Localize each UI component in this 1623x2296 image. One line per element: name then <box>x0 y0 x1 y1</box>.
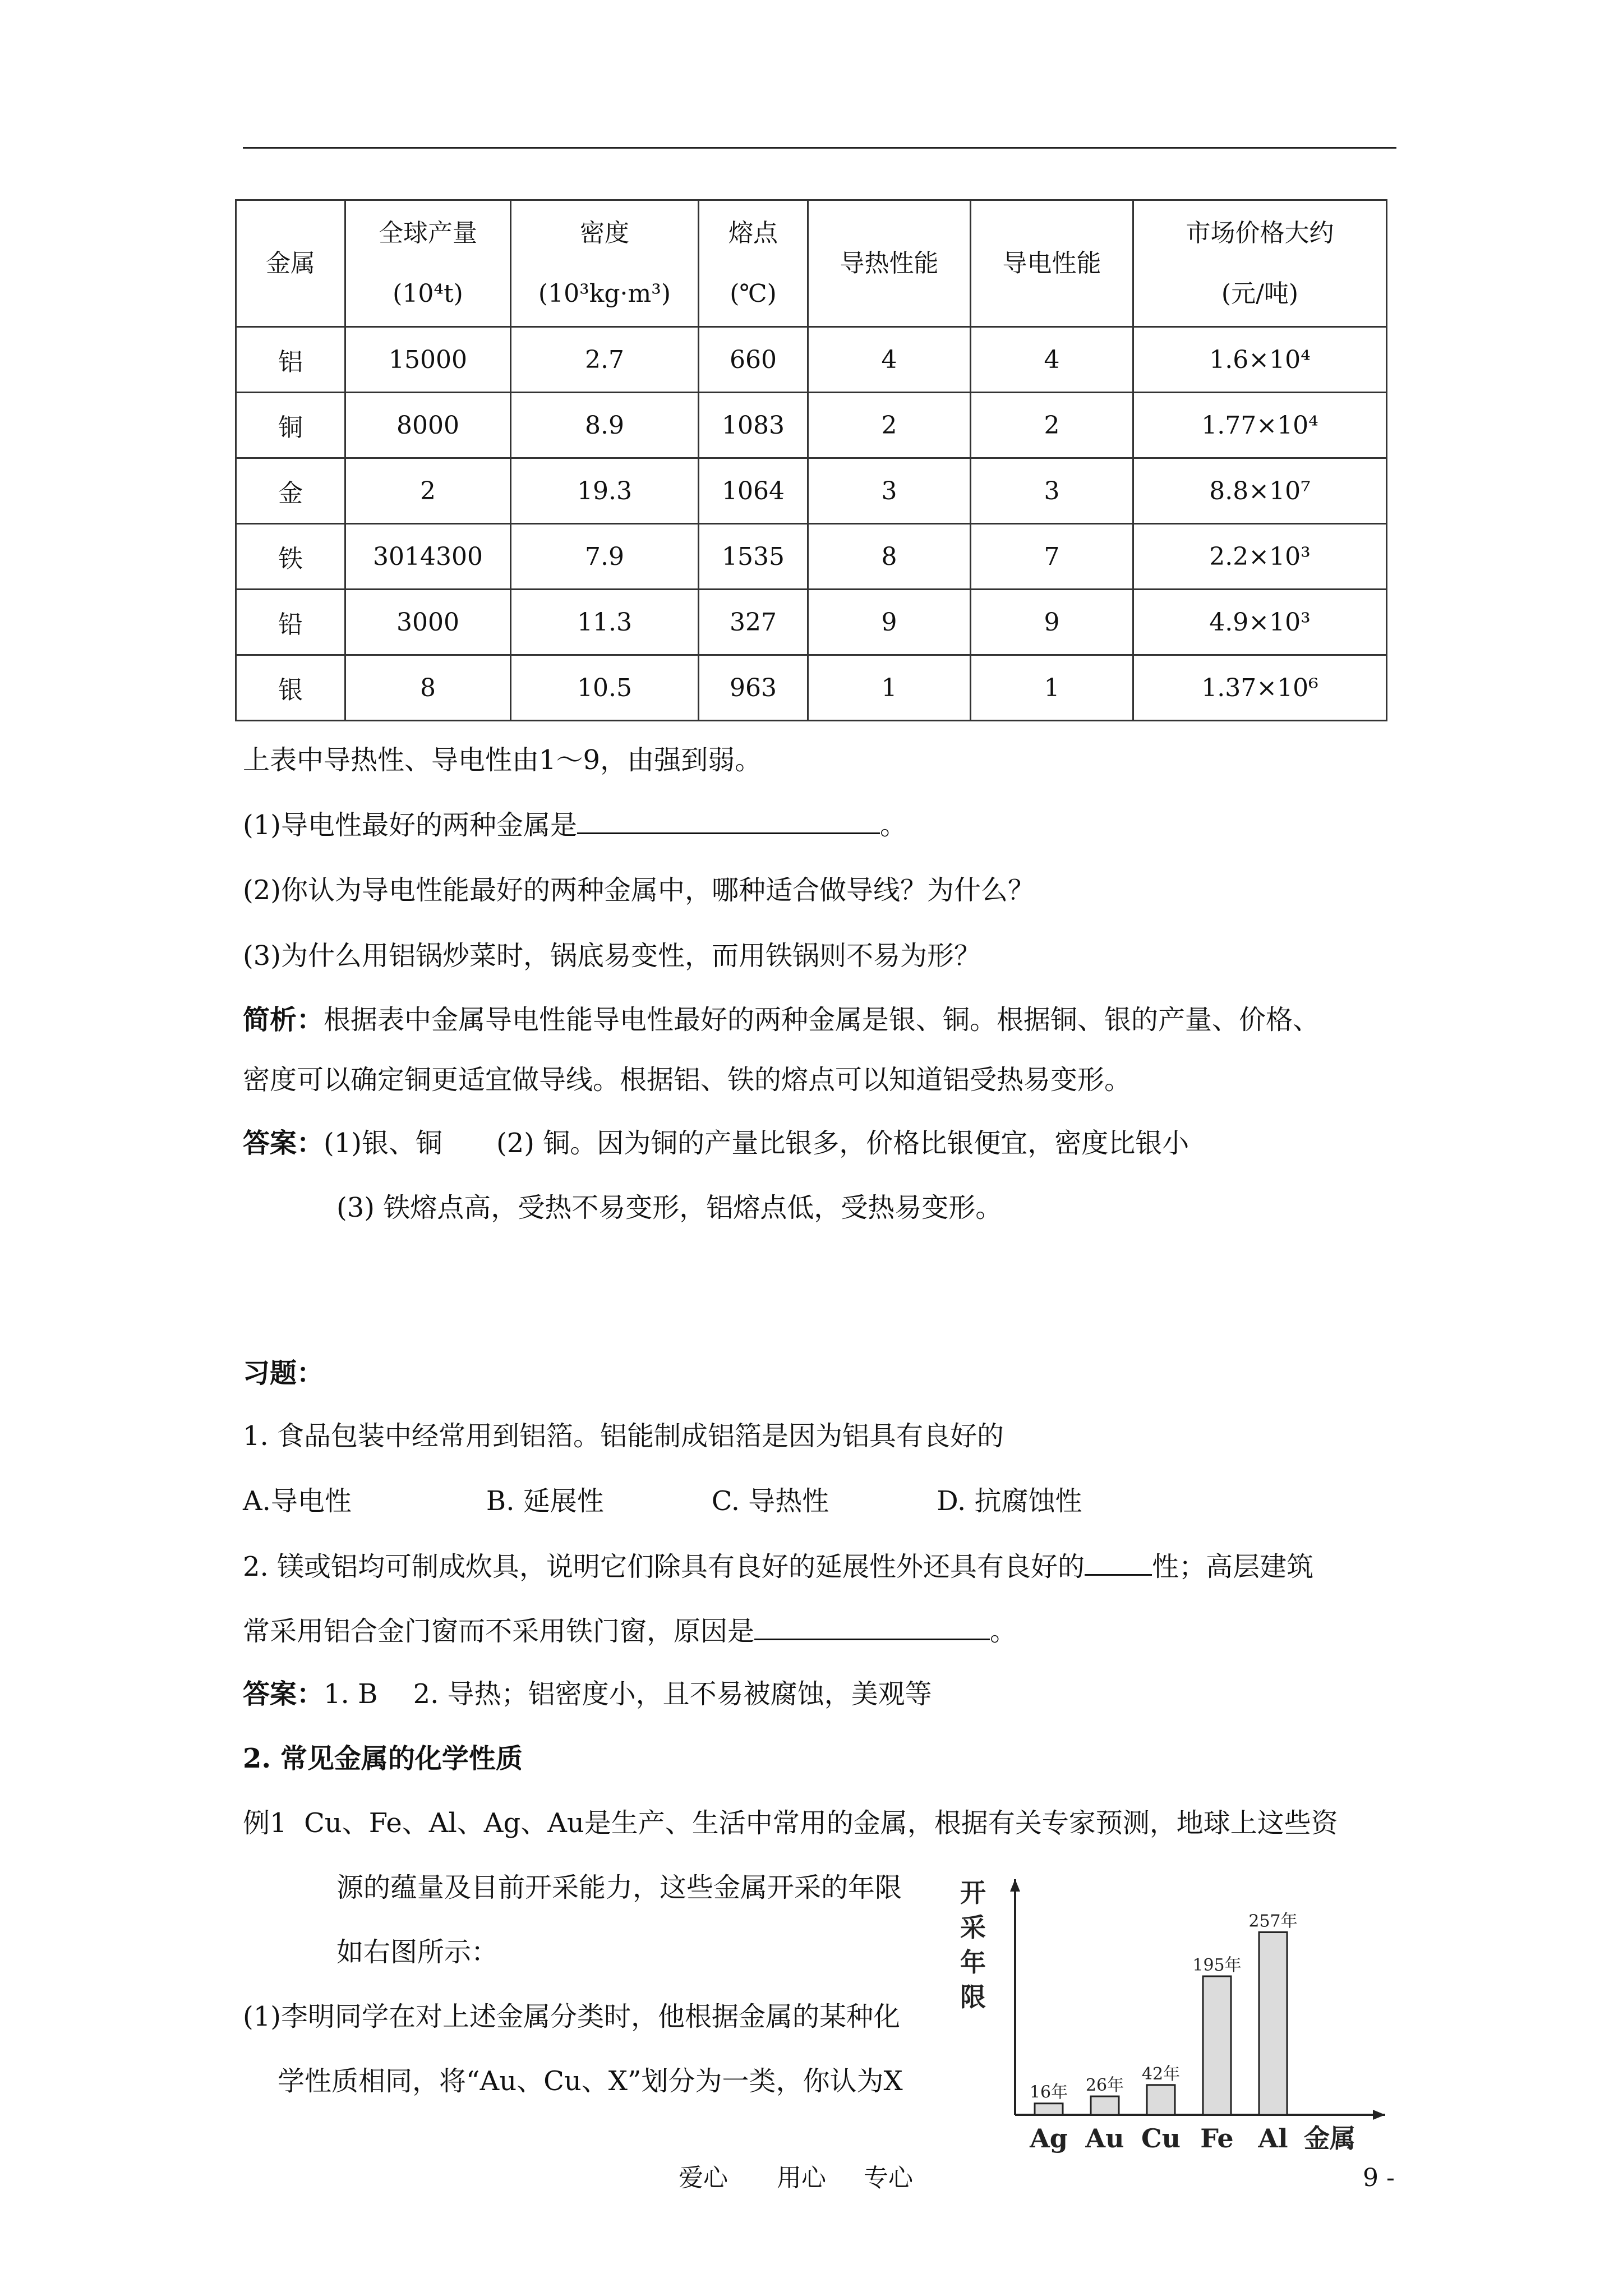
table-cell: 1.6×10⁴ <box>1133 327 1387 393</box>
part-1: (1)李明同学在对上述金属分类时，他根据金属的某种化 <box>243 2001 900 2032</box>
x-axis-arrow <box>1373 2110 1385 2120</box>
table-cell: 2 <box>345 458 511 524</box>
analysis-line-2: 密度可以确定铜更适宜做导线。根据铝、铁的熔点可以知道铝受热易变形。 <box>243 1064 1132 1096</box>
table-cell: 2 <box>971 393 1133 458</box>
column-header: 导电性能 <box>971 200 1133 327</box>
column-header: 导热性能 <box>808 200 971 327</box>
table-row <box>236 393 1387 458</box>
exercise-1-options: A.导电性 B. 延展性 C. 导热性 D. 抗腐蚀性 <box>243 1485 1082 1517</box>
table-cell: 15000 <box>345 327 511 393</box>
table-cell: 963 <box>699 655 808 721</box>
bar-ag <box>1035 2104 1063 2115</box>
table-cell: 1.37×10⁶ <box>1133 655 1387 721</box>
table-cell: 327 <box>699 590 808 655</box>
bar-value-label: 195年 <box>1192 1955 1242 1975</box>
answer-blank[interactable] <box>577 808 880 834</box>
y-axis-label: 采 <box>960 1912 986 1943</box>
table-cell: 银 <box>236 655 345 721</box>
table-cell: 1.77×10⁴ <box>1133 393 1387 458</box>
table-cell: 铜 <box>236 393 345 458</box>
category-label: Au <box>1085 2123 1124 2154</box>
footer-text-1: 爱心 <box>679 2164 728 2192</box>
table-cell: 1 <box>808 655 971 721</box>
table-cell: 8.8×10⁷ <box>1133 458 1387 524</box>
table-cell: 2 <box>808 393 971 458</box>
table-cell: 8.9 <box>511 393 699 458</box>
table-cell: 4 <box>808 327 971 393</box>
table-row <box>236 655 1387 721</box>
table-row <box>236 458 1387 524</box>
header-rule <box>243 147 1396 149</box>
answer-blank[interactable] <box>754 1614 990 1640</box>
exercise-2-line-2: 常采用铝合金门窗而不采用铁门窗，原因是 。 <box>243 1614 1017 1648</box>
table-cell: 1 <box>971 655 1133 721</box>
bar-value-label: 16年 <box>1029 2082 1068 2102</box>
metal-properties-table <box>235 199 1387 721</box>
category-label: Fe <box>1200 2123 1234 2154</box>
column-header: 密度 (10³kg·m³) <box>511 200 699 327</box>
column-header: 全球产量 (10⁴t) <box>345 200 511 327</box>
category-label: Cu <box>1141 2123 1181 2154</box>
bar-fe <box>1203 1976 1231 2115</box>
table-cell: 金 <box>236 458 345 524</box>
table-cell: 3000 <box>345 590 511 655</box>
exercise-2: 2. 镁或铝均可制成炊具，说明它们除具有良好的延展性外还具有良好的 性；高层建筑 <box>243 1549 1313 1584</box>
exercise-1: 1. 食品包装中经常用到铝箔。铝能制成铝箔是因为铝具有良好的 <box>243 1420 1004 1452</box>
table-cell: 19.3 <box>511 458 699 524</box>
bar-au <box>1091 2096 1119 2115</box>
y-axis-label: 年 <box>960 1947 986 1977</box>
analysis-paragraph: 简析：根据表中金属导电性能导电性最好的两种金属是银、铜。根据铜、银的产量、价格、 <box>243 1004 1320 1036</box>
table-body <box>236 327 1387 721</box>
table-cell: 9 <box>808 590 971 655</box>
table-cell: 8000 <box>345 393 511 458</box>
x-axis-label: 金属 <box>1304 2123 1355 2154</box>
table-cell: 2.7 <box>511 327 699 393</box>
table-cell: 11.3 <box>511 590 699 655</box>
bar-value-label: 26年 <box>1085 2076 1124 2096</box>
table-cell: 8 <box>345 655 511 721</box>
table-header <box>236 200 1387 327</box>
table-cell: 1064 <box>699 458 808 524</box>
bar-cu <box>1147 2085 1175 2115</box>
table-cell: 7 <box>971 524 1133 590</box>
example-1: 例1 Cu、Fe、Al、Ag、Au是生产、生活中常用的金属，根据有关专家预测，地球上这些资 <box>243 1807 1338 1839</box>
table-note: 上表中导热性、导电性由1～9，由强到弱。 <box>243 744 762 776</box>
table-cell: 3 <box>971 458 1133 524</box>
table-cell: 3 <box>808 458 971 524</box>
column-header: 市场价格大约 (元/吨) <box>1133 200 1387 327</box>
table-cell: 7.9 <box>511 524 699 590</box>
table-cell: 1535 <box>699 524 808 590</box>
bar-value-label: 42年 <box>1141 2064 1181 2084</box>
column-header: 金属 <box>236 200 345 327</box>
footer-text-3: 专心 <box>864 2164 913 2192</box>
category-label: Al <box>1258 2123 1288 2154</box>
table-cell: 8 <box>808 524 971 590</box>
part-1-line-2: 学性质相同，将“Au、Cu、X”划分为一类，你认为X <box>278 2065 903 2097</box>
table-cell: 铁 <box>236 524 345 590</box>
question-3: (3)为什么用铝锅炒菜时，锅底易变性，而用铁锅则不易为形？ <box>243 940 981 972</box>
answer-blank[interactable] <box>1085 1549 1152 1576</box>
mining-years-chart <box>942 1868 1402 2160</box>
table-cell: 9 <box>971 590 1133 655</box>
bar-al <box>1259 1932 1287 2115</box>
table-cell: 铝 <box>236 327 345 393</box>
table-cell: 660 <box>699 327 808 393</box>
table-row <box>236 327 1387 393</box>
table-cell: 2.2×10³ <box>1133 524 1387 590</box>
example-1-line-3: 如右图所示： <box>336 1936 499 1968</box>
answer-1: 答案：(1)银、铜 (2) 铜。因为铜的产量比银多，价格比银便宜，密度比银小 <box>243 1128 1189 1159</box>
section-heading: 2. 常见金属的化学性质 <box>243 1743 523 1774</box>
page-number: 9 - <box>1363 2164 1395 2192</box>
bar-value-label: 257年 <box>1248 1911 1298 1931</box>
y-axis-label: 开 <box>960 1878 986 1908</box>
question-2: (2)你认为导电性能最好的两种金属中，哪种适合做导线？为什么？ <box>243 875 1035 906</box>
table-row <box>236 590 1387 655</box>
table-cell: 4 <box>971 327 1133 393</box>
y-axis-label: 限 <box>960 1982 986 2012</box>
table-cell: 铅 <box>236 590 345 655</box>
table-row <box>236 524 1387 590</box>
answer-1-line-2: (3) 铁熔点高，受热不易变形，铝熔点低，受热易变形。 <box>336 1192 1003 1223</box>
exercise-heading: 习题： <box>243 1358 324 1389</box>
question-1: (1)导电性最好的两种金属是 。 <box>243 808 907 842</box>
answer-2: 答案：1. B 2. 导热；铝密度小，且不易被腐蚀，美观等 <box>243 1678 932 1710</box>
table-cell: 1083 <box>699 393 808 458</box>
example-1-line-2: 源的蕴量及目前开采能力，这些金属开采的年限 <box>336 1872 902 1903</box>
column-header: 熔点 (℃) <box>699 200 808 327</box>
footer-text-2: 用心 <box>777 2164 826 2192</box>
y-axis-arrow <box>1010 1879 1020 1892</box>
category-label: Ag <box>1030 2123 1068 2154</box>
table-cell: 3014300 <box>345 524 511 590</box>
table-cell: 4.9×10³ <box>1133 590 1387 655</box>
table-cell: 10.5 <box>511 655 699 721</box>
